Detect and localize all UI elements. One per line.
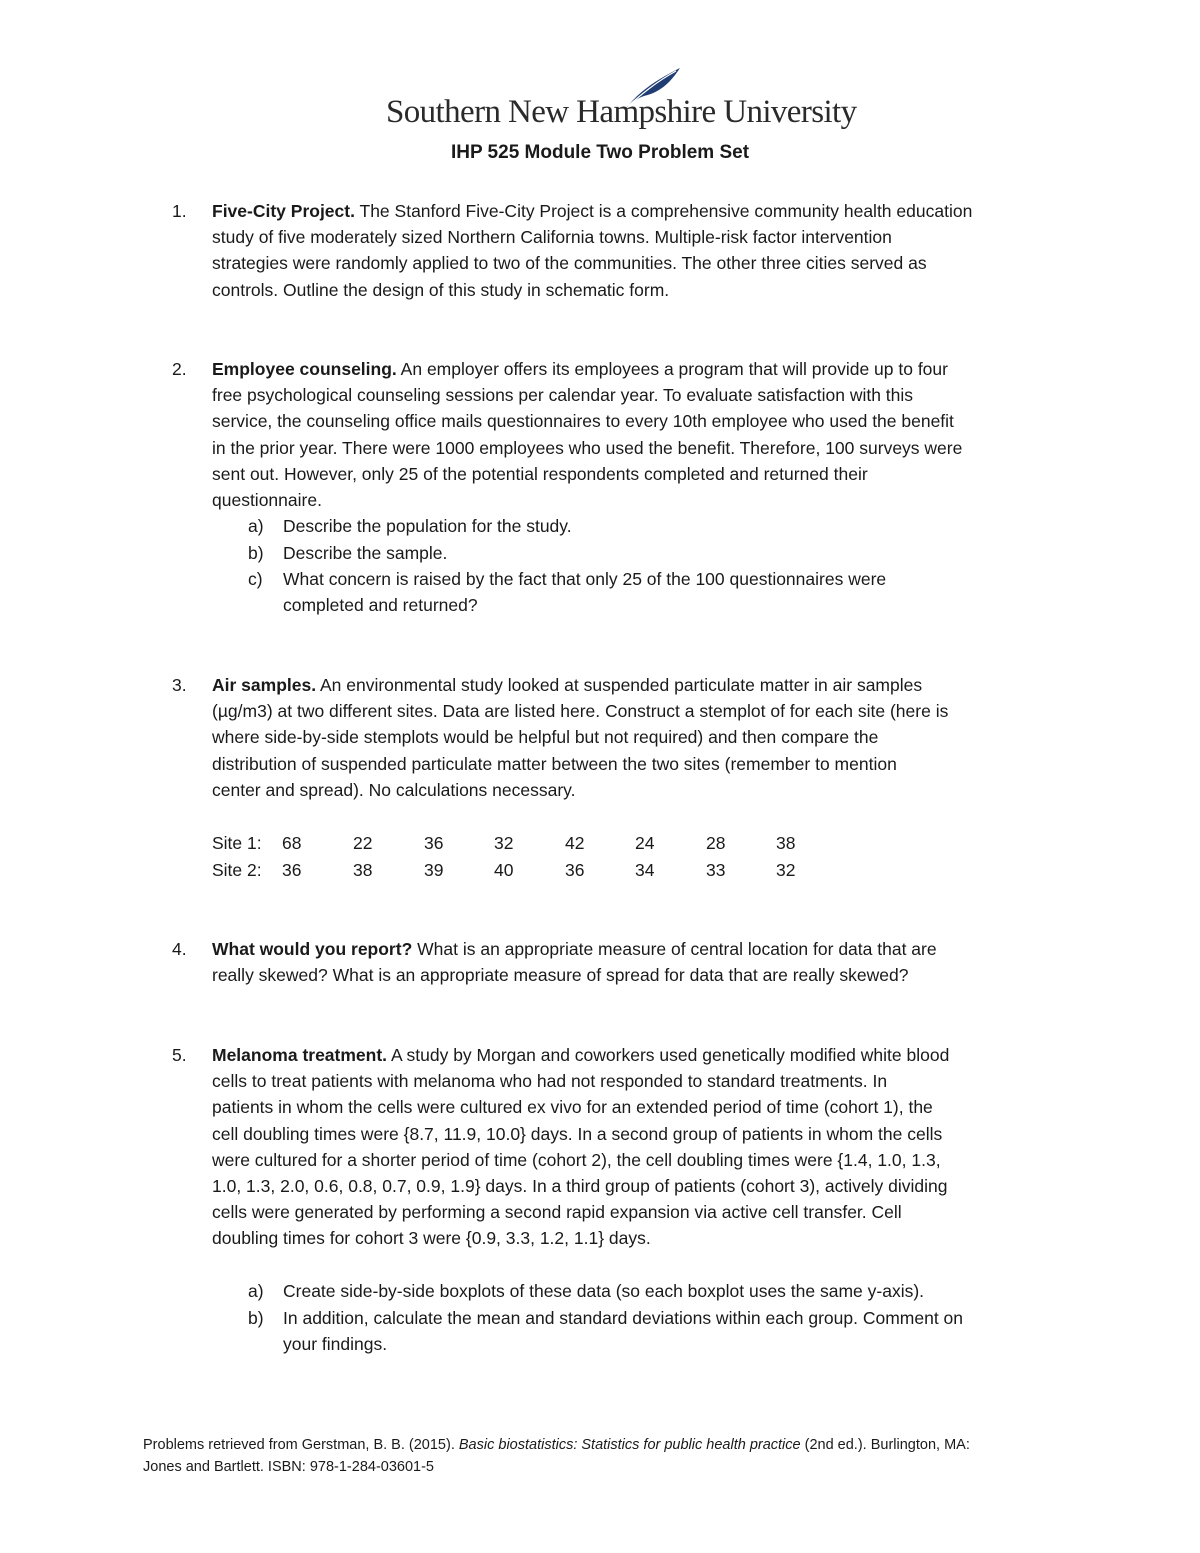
citation-footer: Problems retrieved from Gerstman, B. B. (2015). Basic biostatistics: Statistics for public health practice (2nd ed.). Burlington, MA: Jones and Bartlett. ISBN: 978-1-284-03601-5 xyxy=(143,1437,970,1475)
problem-heading: What would you report? xyxy=(212,939,413,959)
sub-label: b) xyxy=(248,543,264,563)
sub-label: a) xyxy=(248,1281,264,1301)
sub-label: c) xyxy=(248,569,263,589)
site-value: 32 xyxy=(494,833,514,853)
document-page: Southern New Hampshire University IHP 525 Module Two Problem Set 1. Five-City Project. The Stanford Five-City Project is a comprehensive community health education study of five moderately sized Northern California towns. Multiple-risk factor intervention strategies were randomly applied to two of the communities. The other three cities served as controls. Outline the design of this study in schematic form. 2. Employee counseling. An employer offers its employees a program that will provide up to four free psychological counseling sessions per calendar year. To evaluate satisfaction with this service, the counseling office mails questionnaires to every 10th employee who used the benefit in the prior year. There were 1000 employees who used the benefit. Therefore, 100 surveys were sent out. However, only 25 of the potential respondents completed and returned their questionnaire. a) Describe the population for the study. b) Describe the sample. c) What concern is raised by the fact that only 25 of the 100 questionnaires were completed and returned? 3. Air samples. An environmental study looked at suspended particulate matter in air samples (µg/m3) at two different sites. Data are listed here. Construct a stemplot of for each site (here is where side-by-side stemplots would be helpful but not required) and then compare the distribution of suspended particulate matter between the two sites (remember to mention center and spread). No calculations necessary. Site 1: 68 22 36 32 42 24 28 38 Site 2: 36 38 39 40 36 34 33 32 4. What would you report? What is an appropriate measure of central location for data that are really skewed? What is an appropriate measure of spread for data that are really skewed? 5. Melanoma treatment. A study by Morgan and coworkers used genetically modified white blood cells to treat patients with melanoma who had not responded to standard treatments. In patients in whom the cells were cultured ex vivo for an extended period of time (cohort 1), the cell doubling times were {8.7, 11.9, 10.0} days. In a second group of patients in whom the cells were cultured for a shorter period of time (cohort 2), the cell doubling times were {1.4, 1.0, 1.3, 1.0, 1.3, 2.0, 0.6, 0.8, 0.7, 0.9, 1.9} days. In a third group of patients (cohort 3), actively dividing cells were generated by performing a second rapid expansion via active cell transfer. Cell doubling times for cohort 3 were {0.9, 3.3, 1.2, 1.1} days. a) Create side-by-side boxplots of these data (so each boxplot uses the same y-axis). b) In addition, calculate the mean and standard deviations within each group. Comment on your findings. Problems retrieved from Gerstman, B. B. (2015). Basic biostatistics: Statistics for public health practice (2nd ed.). Burlington, MA: Jones and Bartlett. ISBN: 978-1-284-03601-5 xyxy=(0,0,1200,1553)
problem-heading: Melanoma treatment. xyxy=(212,1045,388,1065)
site-value: 39 xyxy=(424,860,444,880)
problem-number: 4. xyxy=(172,939,187,959)
site-value: 36 xyxy=(565,860,585,880)
page-title: IHP 525 Module Two Problem Set xyxy=(450,142,750,163)
logo-text: Southern New Hampshire University xyxy=(386,94,857,130)
problem-text: Melanoma treatment. A study by Morgan and coworkers used genetically modified white blood cells to treat patients with melanoma who had not responded to standard treatments. In patients in whom the cells were cultured ex vivo for an extended period of time (cohort 1), the cell doubling times were {8.7, 11.9, 10.0} days. In a second group of patients in whom the cells were cultured for a shorter period of time (cohort 2), the cell doubling times were {1.4, 1.0, 1.3, 1.0, 1.3, 2.0, 0.6, 0.8, 0.7, 0.9, 1.9} days. In a third group of patients (cohort 3), actively dividing cells were generated by performing a second rapid expansion via active cell transfer. Cell doubling times for cohort 3 were {0.9, 3.3, 1.2, 1.1} days. xyxy=(212,1045,950,1249)
problem-heading: Five-City Project. xyxy=(212,201,355,221)
problem-number: 5. xyxy=(172,1045,187,1065)
site-value: 34 xyxy=(635,860,655,880)
university-logo xyxy=(386,66,857,136)
problem-text: Employee counseling. An employer offers its employees a program that will provide up to four free psychological counseling sessions per calendar year. To evaluate satisfaction with this service, the counseling office mails questionnaires to every 10th employee who used the benefit in the prior year. There were 1000 employees who used the benefit. Therefore, 100 surveys were sent out. However, only 25 of the potential respondents completed and returned their questionnaire. xyxy=(212,359,963,511)
site-value: 24 xyxy=(635,833,655,853)
sub-label: a) xyxy=(248,516,264,536)
problem-number: 1. xyxy=(172,201,187,221)
site-value: 42 xyxy=(565,833,585,853)
problem-heading: Air samples. xyxy=(212,675,317,695)
problem-number: 2. xyxy=(172,359,187,379)
problem-text: What would you report? What is an appropriate measure of central location for data that are really skewed? What is an appropriate measure of spread for data that are really skewed? xyxy=(212,939,937,986)
site-value: 38 xyxy=(353,860,373,880)
site-value: 32 xyxy=(776,860,796,880)
book-title: Basic biostatistics: Statistics for public health practice xyxy=(458,1437,801,1453)
site-value: 28 xyxy=(706,833,726,853)
problem-text: Air samples. An environmental study looked at suspended particulate matter in air samples (µg/m3) at two different sites. Data are listed here. Construct a stemplot of for each site (here is where side-by-side stemplots would be helpful but not required) and then compare the distribution of suspended particulate matter between the two sites (remember to mention center and spread). No calculations necessary. xyxy=(212,675,949,800)
sub-label: b) xyxy=(248,1308,264,1328)
site-value: 36 xyxy=(424,833,444,853)
site-value: 40 xyxy=(494,860,514,880)
problem-number: 3. xyxy=(172,675,187,695)
site-value: 22 xyxy=(353,833,373,853)
site-value: 68 xyxy=(282,833,302,853)
site-label: Site 1: xyxy=(212,833,262,853)
site-value: 36 xyxy=(282,860,302,880)
problem-text: Five-City Project. The Stanford Five-City Project is a comprehensive community health education study of five moderately sized Northern California towns. Multiple-risk factor intervention strategies were randomly applied to two of the communities. The other three cities served as controls. Outline the design of this study in schematic form. xyxy=(212,201,973,300)
site-label: Site 2: xyxy=(212,860,262,880)
site-value: 38 xyxy=(776,833,796,853)
site-value: 33 xyxy=(706,860,726,880)
problem-heading: Employee counseling. xyxy=(212,359,397,379)
